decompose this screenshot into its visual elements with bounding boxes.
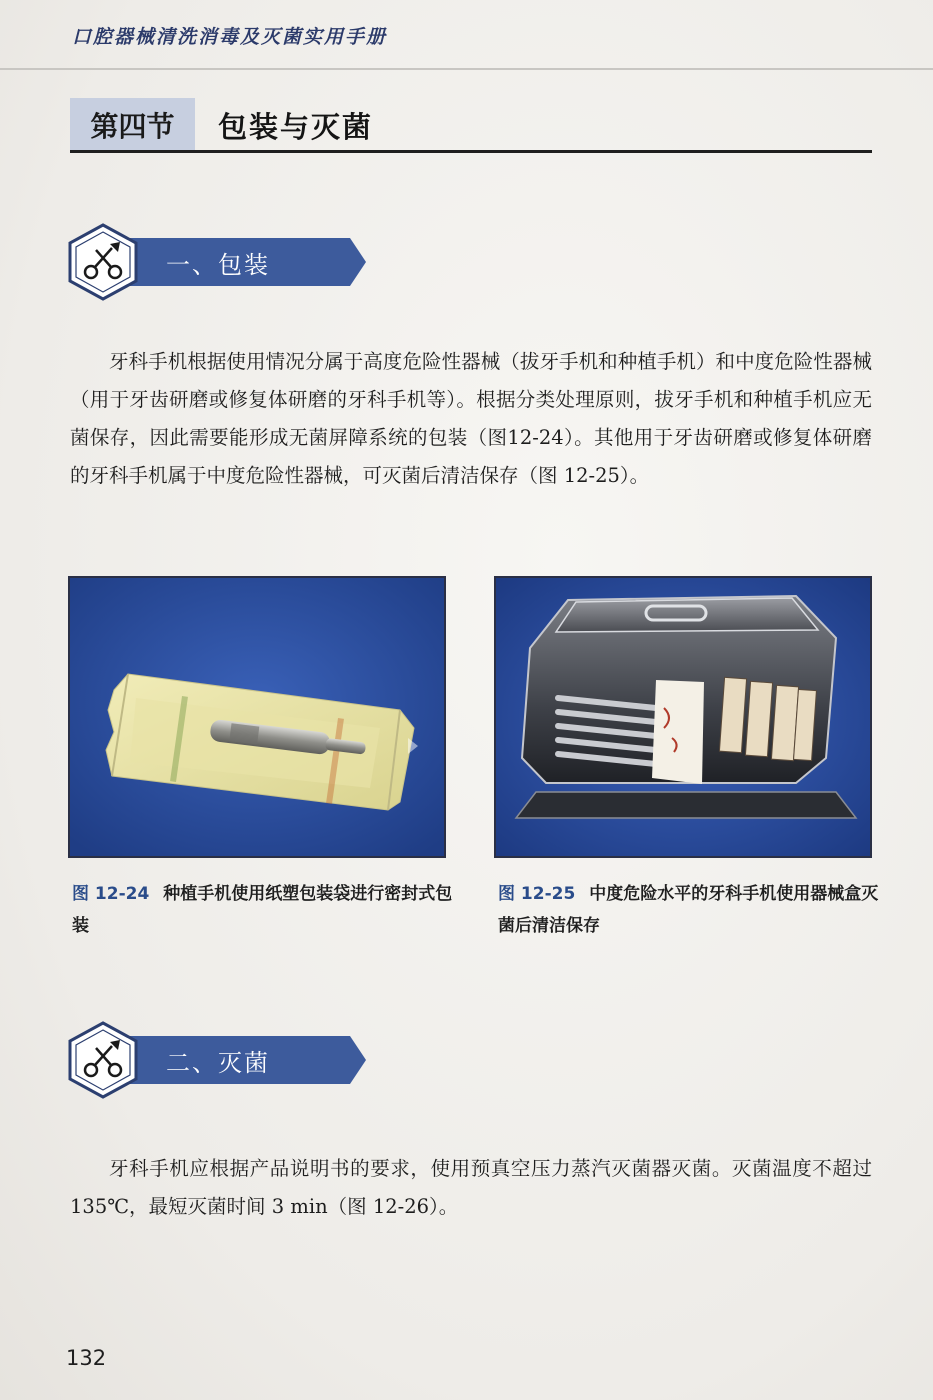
figure-sealed-pouch-photo [68,576,446,858]
section-underline [70,150,872,153]
tray-photo-illustration [496,578,870,856]
figure-caption-text: 种植手机使用纸塑包装袋进行密封式包装 [72,884,453,936]
subsection-heading-sterilization [66,1020,306,1100]
subsection-label: 二、灭菌 [166,1048,270,1077]
section-number: 第四节 [70,98,195,152]
pouch-photo-illustration [70,578,444,856]
running-header: 口腔器械清洗消毒及灭菌实用手册 [72,26,388,48]
scissors-hexagon-icon [66,222,140,302]
figure-caption-text: 中度危险水平的牙科手机使用器械盒灭菌后清洁保存 [498,884,879,936]
header-divider [0,68,933,70]
paragraph-sterilization: 牙科手机应根据产品说明书的要求，使用预真空压力蒸汽灭菌器灭菌。灭菌温度不超过 135℃，最短灭菌时间 3 min（图 12-26）。 [70,1157,872,1218]
section-heading [70,98,872,152]
figure-instrument-box-photo [494,576,872,858]
figure-caption-12-24 [72,878,462,942]
paragraph-packaging: 牙科手机根据使用情况分属于高度危险性器械（拔牙手机和种植手机）和中度危险性器械（用于牙齿研磨或修复体研磨的牙科手机等）。根据分类处理原则，拔牙手机和种植手机应无菌保存，因此需要能形成无菌屏障系统的包装（图12-24）。其他用于牙齿研磨或修复体研磨的牙科手机属于中度危险性器械，可灭菌后清洁保存（图 12-25）。 [70,350,872,487]
scissors-hexagon-icon [66,1020,140,1100]
figure-number: 图 12-25 [498,884,576,904]
section-title: 包装与灭菌 [218,109,374,144]
subsection-heading-packaging [66,222,306,302]
figure-number: 图 12-24 [72,884,150,904]
page-number: 132 [66,1346,107,1370]
subsection-label: 一、包装 [166,250,270,279]
figure-caption-12-25 [498,878,888,942]
